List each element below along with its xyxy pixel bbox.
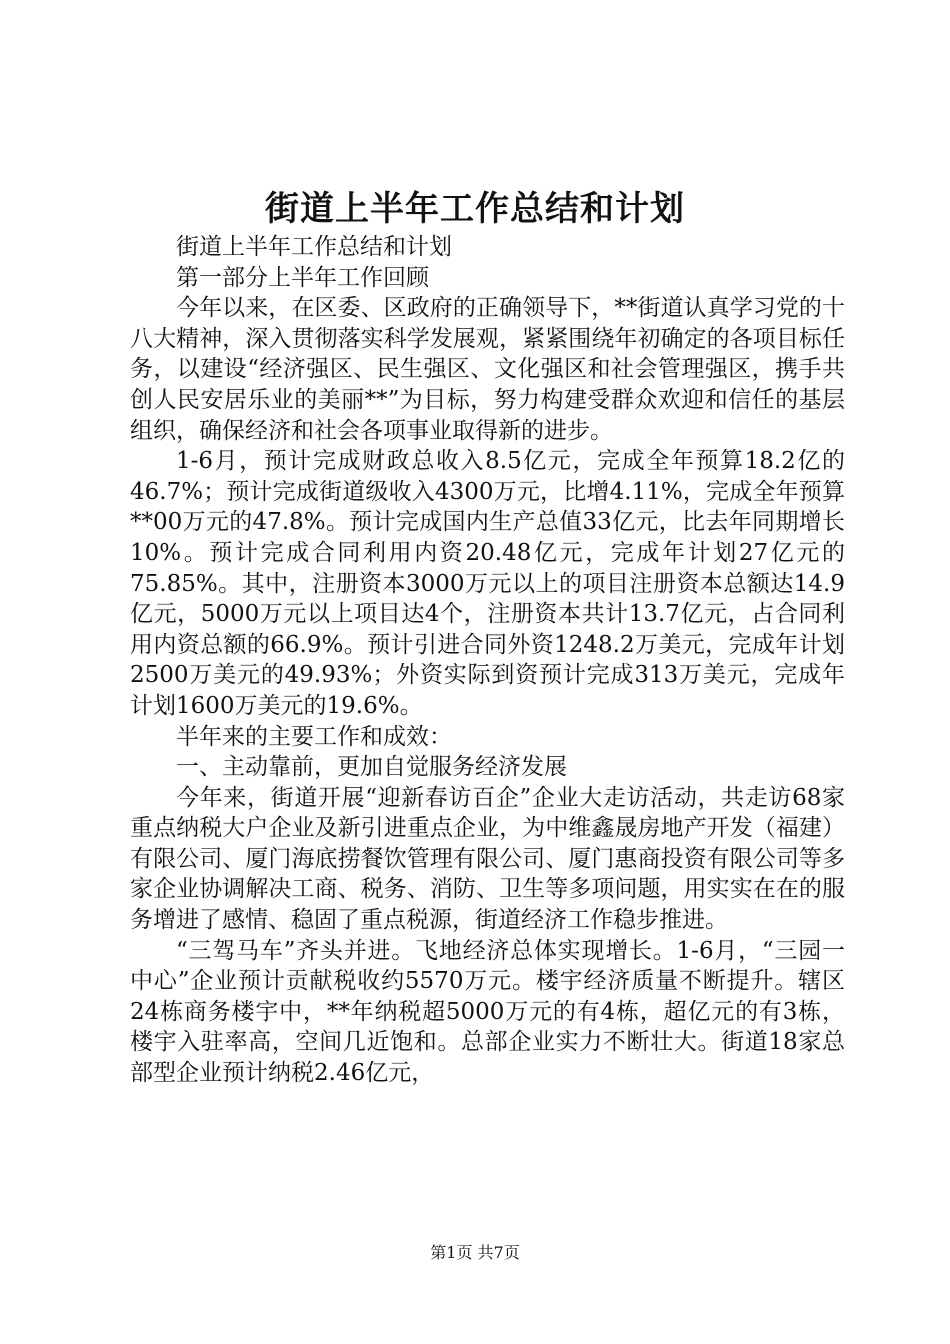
document-body: [130, 232, 845, 1089]
page-footer: 第1页 共7页: [430, 1243, 520, 1262]
paragraph-enterprise-visits: 今年来，街道开展“迎新春访百企”企业大走访活动，共走访68家重点纳税大户企业及新引进重点企业，为中维鑫晟房地产开发（福建）有限公司、厦门海底捞餐饮管理有限公司、厦门惠商投资有限公司等多家企业协调解决工商、税务、消防、卫生等多项问题，用实实在在的服务增进了感情、稳固了重点税源，街道经济工作稳步推进。: [130, 784, 845, 934]
paragraph-intro: 今年以来，在区委、区政府的正确领导下，**街道认真学习党的十八大精神，深入贯彻落实科学发展观，紧紧围绕年初确定的各项目标任务，以建设“经济强区、民生强区、文化强区和社会管理强区，携手共创人民安居乐业的美丽**”为目标，努力构建受群众欢迎和信任的基层组织，确保经济和社会各项事业取得新的进步。: [130, 295, 845, 444]
paragraph-section-heading: 第一部分上半年工作回顾: [176, 264, 429, 291]
document-title: 街道上半年工作总结和计划: [265, 189, 685, 229]
paragraph-statistics: 1-6月，预计完成财政总收入8.5亿元，完成全年预算18.2亿的46.7%；预计完成街道级收入4300万元，比增4.11%，完成全年预算**00万元的47.8%。预计完成国内生产总值33亿元，比去年同期增长10%。预计完成合同利用内资20.48亿元，完成年计划27亿元的75.85%。其中，注册资本3000万元以上的项目注册资本总额达14.9亿元，5000万元以上项目达4个，注册资本共计13.7亿元，占合同利用内资总额的66.9%。预计引进合同外资1248.2万美元，完成年计划2500万美元的49.93%；外资实际到资预计完成313万美元，完成年计划1600万美元的19.6%。: [130, 448, 845, 719]
paragraph-achievements-heading: 半年来的主要工作和成效：: [176, 723, 452, 750]
paragraph-item-heading: 一、主动靠前，更加自觉服务经济发展: [176, 754, 567, 781]
paragraph-three-engines: “三驾马车”齐头并进。飞地经济总体实现增长。1-6月，“三园一中心”企业预计贡献税收约5570万元。楼宇经济质量不断提升。辖区24栋商务楼宇中，**年纳税超5000万元的有4栋，超亿元的有3栋，楼宇入驻率高，空间几近饱和。总部企业实力不断壮大。街道18家总部型企业预计纳税2.46亿元，: [130, 937, 845, 1087]
paragraph-subtitle: 街道上半年工作总结和计划: [176, 234, 452, 260]
